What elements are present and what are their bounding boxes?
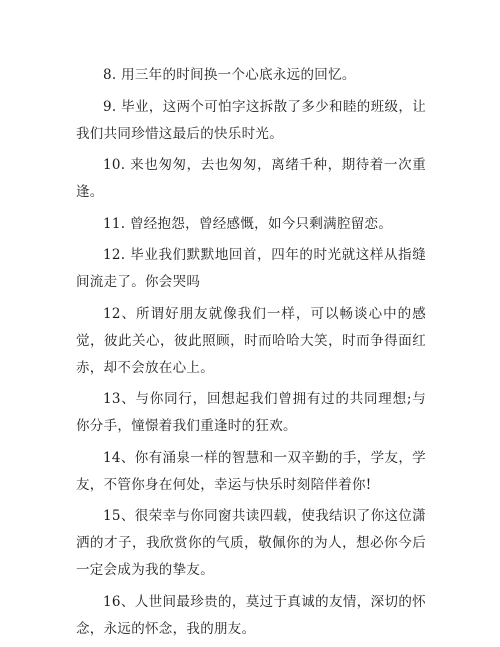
paragraph-10: 10. 来也匆匆，去也匆匆，离绪千种，期待着一次重逢。 [76,157,426,200]
paragraph-12b: 12、所谓好朋友就像我们一样，可以畅谈心中的感觉，彼此关心，彼此照顾，时而哈哈大笑，时而争得面红赤，却不会放在心上。 [76,305,426,376]
paragraph-9: 9. 毕业，这两个可怕字这拆散了多少和睦的班级，让我们共同珍惜这最后的快乐时光。 [76,98,426,142]
paragraph-11: 11. 曾经抱怨，曾经感慨，如今只剩满腔留恋。 [103,215,393,232]
document-body [76,62,426,647]
paragraph-15: 15、很荣幸与你同窗共读四载，使我结识了你这位潇洒的才子，我欣赏你的气质，敬佩你的为人，想必你今后一定会成为我的挚友。 [76,508,426,578]
paragraph-14: 14、你有涌泉一样的智慧和一双辛勤的手，学友，学友，不管你身在何处，幸运与快乐时刻陪伴着你! [76,449,426,493]
paragraph-16: 16、人世间最珍贵的，莫过于真诚的友情，深切的怀念，永远的怀念，我的朋友。 [76,593,426,637]
paragraph-13: 13、与你同行，回想起我们曾拥有过的共同理想;与你分手，憧憬着我们重逢时的狂欢。 [76,391,426,434]
paragraph-12a: 12. 毕业我们默默地回首，四年的时光就这样从指缝间流走了。你会哭吗 [76,247,426,290]
paragraph-8: 8. 用三年的时间换一个心底永远的回忆。 [103,67,356,83]
